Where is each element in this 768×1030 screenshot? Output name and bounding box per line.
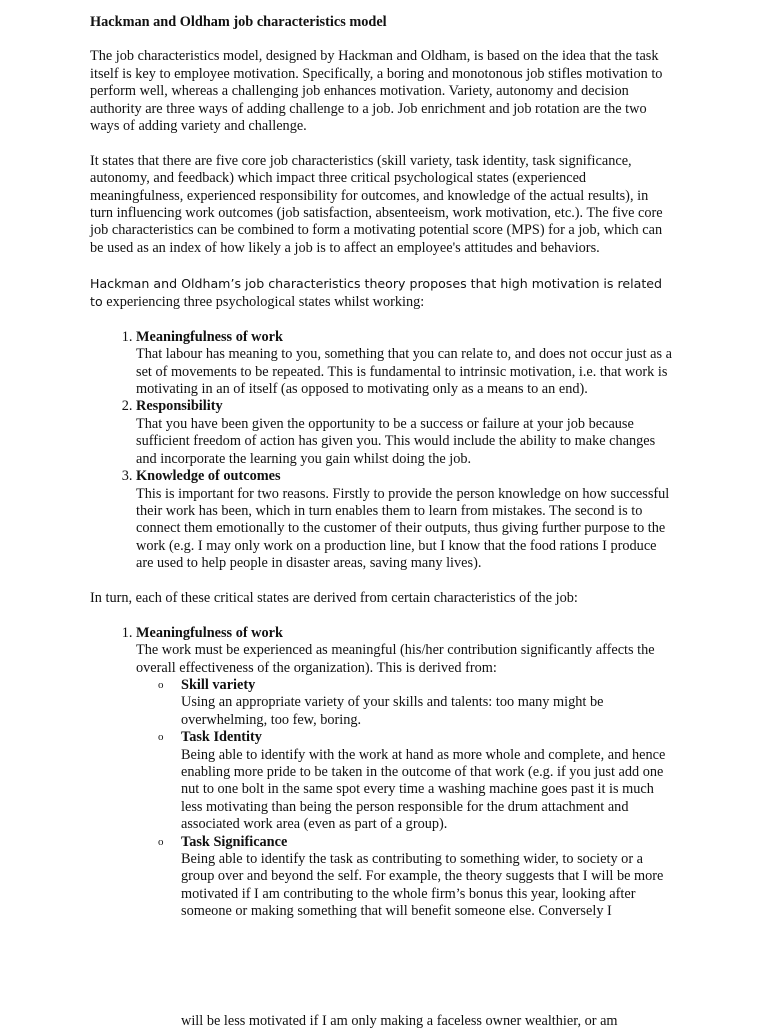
subitem-task-identity: [158, 729, 672, 833]
derived-item-meaningfulness: [136, 625, 672, 921]
characteristics-sublist: [136, 677, 672, 921]
derived-body: The work must be experienced as meaningful (his/her contribution significantly affects the overall effectiveness of the organization). This is derived from:: [136, 642, 655, 676]
derived-title: 1. Meaningfulness of work: [136, 624, 283, 641]
bullet-marker: o: [158, 731, 164, 744]
intro-paragraph: The job characteristics model, designed by Hackman and Oldham, is based on the idea that the task itself is key to employee motivation. Specifically, a boring and monotonous job stifles motivation to perform well, whereas a challenging job enhances motivation. Variety, autonomy and decision authority are three ways of adding challenge to a job. Job enrichment and job rotation are the two ways of adding variety and challenge.: [90, 48, 663, 135]
theory-sentence-start: Hackman and Oldham’s job characteristics theory proposes that high motivation is related to: [90, 275, 663, 310]
document-page: [90, 14, 672, 938]
derived-characteristics-list: [90, 625, 672, 921]
subitem-title: Skill variety: [181, 676, 256, 693]
state-body: That you have been given the opportunity to be a success or failure at your job because sufficient freedom of action has given you. This would include the ability to make changes and incorporate the learning you gain whilst doing the job.: [136, 415, 656, 467]
state-title: 3. Knowledge of outcomes: [136, 468, 281, 485]
subitem-body: Being able to identify the task as contributing to something wider, to society or a group over and beyond the self. For example, the theory suggests that I will be more motivated if I am contributing to the whole firm’s bonus this year, looking after someone or making something that will benefit someone else. Conversely I: [181, 851, 664, 920]
state-item-knowledge: [136, 468, 672, 572]
subitem-body: Being able to identify with the work at hand as more whole and complete, and hence enabling more pride to be taken in the outcome of that work (e.g. if you just add one nut to one bolt in the same spot every time a washing machine goes past it is much less motivating than being the person responsible for the drum attachment and associated work area (even as part of a group).: [181, 746, 666, 833]
state-body: That labour has meaning to you, something that you can relate to, and does not occur just as a set of movements to be repeated. This is fundamental to intrinsic motivation, i.e. that work is motivating in an of itself (as opposed to motivating only as a means to an end).: [136, 346, 672, 398]
document-title: Hackman and Oldham job characteristics model: [90, 14, 387, 30]
psychological-states-intro: [90, 275, 672, 312]
bullet-marker: o: [158, 835, 164, 848]
state-body: This is important for two reasons. Firstly to provide the person knowledge on how successful their work has been, which in turn enables them to learn from mistakes. The second is to connect them emotionally to the customer of their outputs, thus giving further purpose to the work (e.g. I may only work on a production line, but I know that the food rations I produce are used to help people in disaster areas, saving many lives).: [136, 485, 670, 572]
subitem-body: Using an appropriate variety of your skills and talents: too many might be overwhelming, too few, boring.: [181, 694, 604, 728]
psychological-states-list: [90, 329, 672, 573]
next-page-continuation-text: will be less motivated if I am only making a faceless owner wealthier, or am: [181, 1013, 618, 1029]
state-item-responsibility: [136, 398, 672, 468]
theory-sentence-end: experiencing three psychological states whilst working:: [102, 294, 425, 311]
state-item-meaningfulness: [136, 329, 672, 399]
state-title: 2. Responsibility: [136, 398, 223, 415]
subitem-title: Task Significance: [181, 833, 288, 850]
core-characteristics-paragraph: It states that there are five core job characteristics (skill variety, task identity, task significance, autonomy, and feedback) which impact three critical psychological states (experienced meaningfulness, experienced responsibility for outcomes, and knowledge of the actual results), in turn influencing work outcomes (job satisfaction, absenteeism, work motivation, etc.). The five core job characteristics can be combined to form a motivating potential score (MPS) for a job, which can be used as an index of how likely a job is to affect an employee's attitudes and behaviors.: [90, 152, 663, 256]
subitem-task-significance: [158, 833, 672, 921]
subitem-title: Task Identity: [181, 729, 262, 746]
subitem-skill-variety: [158, 676, 672, 729]
derived-intro-paragraph: In turn, each of these critical states are derived from certain characteristics of the job:: [90, 589, 578, 606]
bullet-marker: o: [158, 678, 164, 691]
state-title: 1. Meaningfulness of work: [136, 328, 283, 345]
